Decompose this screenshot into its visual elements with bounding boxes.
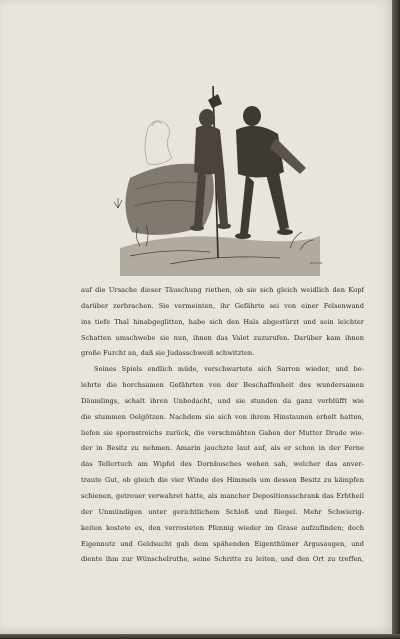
paragraph-2-line: Däumlings, schalt ihren Unbedacht, und sie stunden da ganz verblüfft wie xyxy=(81,396,364,405)
paragraph-2-line: das Tellertuch am Wipfel des Dornbusches wehen sah, welcher das anver- xyxy=(81,460,364,469)
paragraph-1-line: Schatten umschwebe sie nun, ihnen das Valet zuzurufen. Darüber kam ihnen xyxy=(81,333,364,342)
paragraph-2-line: liefen sie spornstreichs zurück, die verschmähten Gaben der Mutter Drude wie- xyxy=(81,428,364,437)
paragraph-1-line: auf die Ursache dieser Täuschung riethen, ob sie sich gleich weidlich den Kopf xyxy=(81,286,364,294)
paragraph-2-line: der Unmündigen unter gerichtlichem Schloß und Riegel. Mehr Schwierig- xyxy=(81,507,364,516)
page-bottom-edge xyxy=(0,634,400,639)
paragraph-2-line: Eigennutz und Geldsucht gab dem spähenden Eigenthümer Argusaugen, und xyxy=(81,539,364,548)
soldier-left xyxy=(190,109,231,231)
artist-signature: ILLUSTR. xyxy=(310,261,323,265)
paragraph-2-line: der in Besitz zu nehmen. Amarin jauchzte laut auf, als er schon in der Ferne xyxy=(81,444,364,453)
body-text xyxy=(81,283,364,568)
paragraph-1-line: ins tiefe Thal hinabgeglitten, habe sich den Hals abgestürzt und sein leichter xyxy=(81,317,364,326)
paragraph-1-line: große Furcht an, daß sie Judasschweiß schwitzten. xyxy=(81,349,255,358)
paragraph-2-line: schienen, getreuer verwahret hatte, als mancher Depositionsschrank das Erbtheil xyxy=(81,491,364,500)
paragraph-2-line: Seines Spiels endlich müde, verschwartete sich Sarron wieder, und be- xyxy=(94,365,364,374)
soldier-right xyxy=(235,106,306,239)
paragraph-1-line: darüber zerbrachen. Sie vermeinten, ihr Gefährte sei von einer Felsenwand xyxy=(81,301,364,310)
paragraph-2-line: traute Gut, ob gleich die vier Winde des Himmels um dessen Besitz zu kämpfen xyxy=(81,476,364,485)
paragraph-2-line: die stummen Oelgötzen. Nachdem sie sich von ihrem Hinstaunen erholt hatten, xyxy=(81,412,364,421)
woodcut-illustration xyxy=(110,78,330,278)
paragraph-2-line: keiten kostete es, den verrosteten Pfennig wieder im Grase aufzufinden; doch xyxy=(81,523,364,532)
paragraph-2-line: diente ihm zur Wünschelruthe, seine Schritte zu leiten, und den Ort zu treffen, xyxy=(81,555,364,564)
ghost-figure xyxy=(145,121,172,165)
page-gutter xyxy=(392,0,400,639)
ground xyxy=(120,236,320,276)
paragraph-2-line: lehrte die horchsamen Gefährten von der Beschaffenheit des wundersamen xyxy=(81,381,364,390)
